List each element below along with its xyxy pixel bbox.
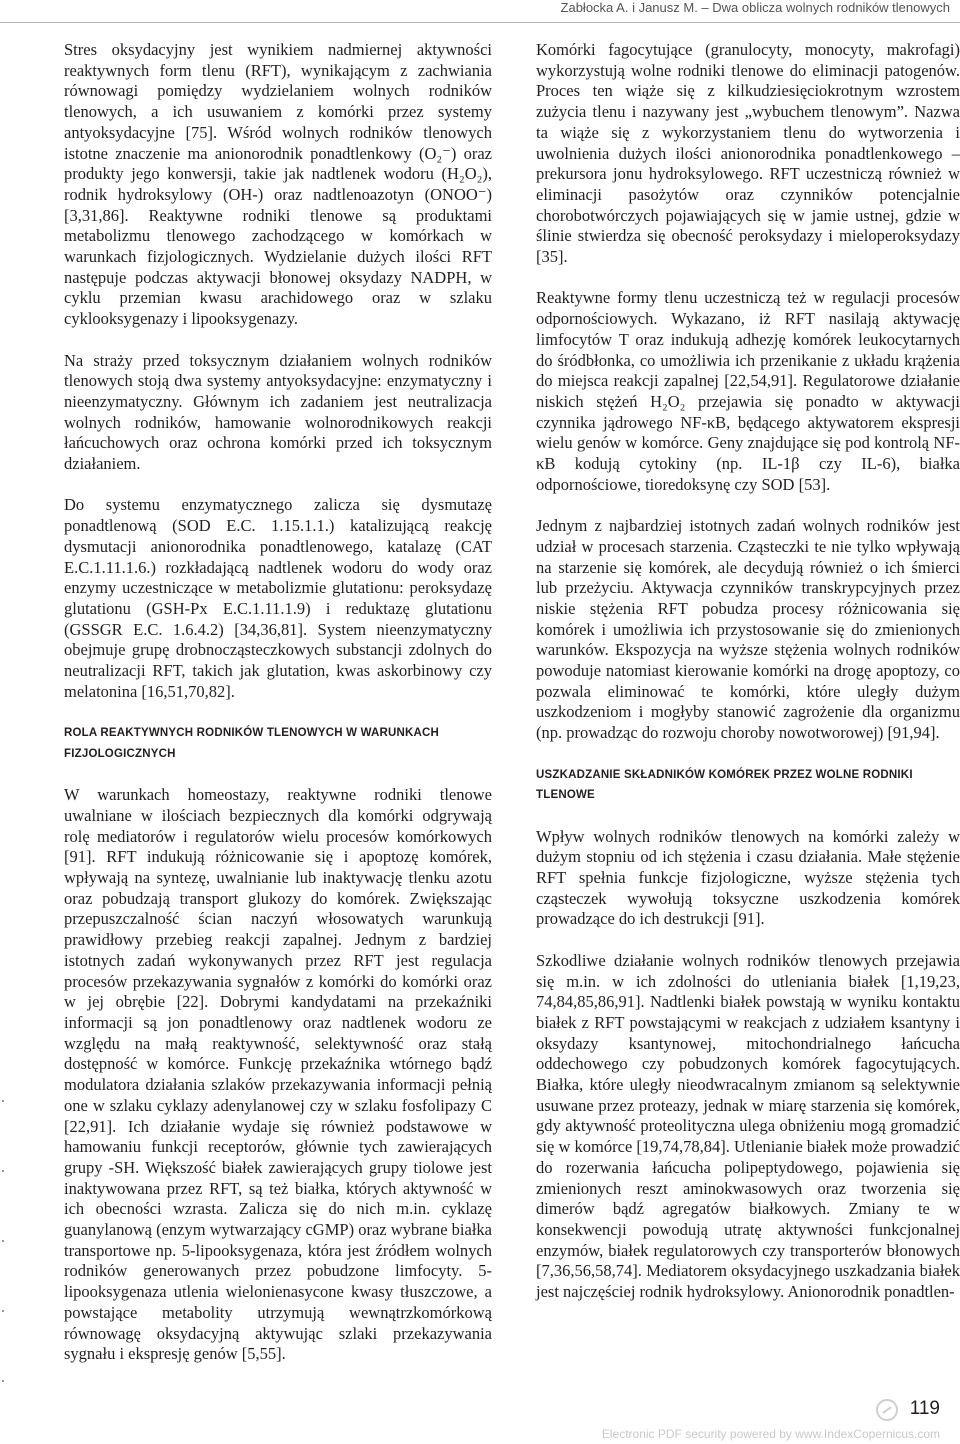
- paragraph: Stres oksydacyjny jest wynikiem nadmiernej aktywności reaktywnych form tlenu (RFT), wynikającym z zachwiania równowagi pomiędzy wydzielaniem wolnych rodników tlenowych, a ich usuwaniem z komórki przez systemy antyoksydacyjne [75]. Wśród wolnych rodników tlenowych istotne znaczenie ma anionorodnik ponadtlenkowy (O₂⁻) oraz produkty jego konwersji, takie jak nadtlenek wodoru (H₂O₂), rodnik hydroksylowy (OH-) oraz nadtlenoazotyn (ONOO⁻) [3,31,86]. Reaktywne rodniki tlenowe są produktami metabolizmu tlenowego zachodzącego w komórkach w warunkach fizjologicznych. Wydzielanie dużych ilości RFT następuje podczas aktywacji błonowej oksydazy NADPH, w cyklu przemian kwasu arachidowego oraz w szlaku cyklooksygenazy i lipooksygenazy.: [64, 40, 492, 329]
- paragraph: Wpływ wolnych rodników tlenowych na komórki zależy w dużym stopniu od ich stężenia i czasu działania. Małe stężenie RFT spełnia funkcje fizjologiczne, wyższe stężenia tych cząsteczek wywołują toksyczne uszkodzenia komórek prowadzące do ich destrukcji [91].: [536, 826, 960, 929]
- paragraph: Do systemu enzymatycznego zalicza się dysmutazę ponadtlenową (SOD E.C. 1.15.1.1.) katalizującą reakcję dysmutacji anionorodnika ponadtlenowego, katalazę (CAT E.C.1.11.1.6.) rozkładającą nadtlenek wodoru do wody oraz enzymy uczestniczące w metabolizmie glutationu: peroksydazę glutationu (GSH-Px E.C.1.11.1.9) i reduktazę glutationu (GSSGR E.C. 1.6.4.2) [34,36,81]. System nieenzymatyczny obejmuje grupę drobnocząsteczkowych substancji zdolnych do neutralizacji RFT, takich jak glutation, kwas askorbinowy czy melatonina [16,51,70,82].: [64, 495, 492, 701]
- paragraph: Jednym z najbardziej istotnych zadań wolnych rodników jest udział w procesach starzenia. Cząsteczki te nie tylko wpływają na starzenie się komórek, ale decydują również o ich śmierci lub przeżyciu. Aktywacja czynników transkrypcyjnych przez niskie stężenia RFT pobudza procesy różnicowania się komórek i umożliwia ich przystosowanie się do zmienionych warunków. Ekspozycja na wyższe stężenia wolnych rodników powoduje natomiast kierowanie komórki na drogę apoptozy, co pozwala eliminować te komórki, które uległy dużym uszkodzeniom i mogłyby stanowić zagrożenie dla organizmu (np. prowadząc do rozwoju choroby nowotworowej) [91,94].: [536, 516, 960, 743]
- security-logo-icon: [876, 1399, 898, 1421]
- header-rule: [0, 22, 960, 23]
- section-heading: USZKADZANIE SKŁADNIKÓW KOMÓREK PRZEZ WOLNE RODNIKI TLENOWE: [536, 768, 913, 802]
- right-column: [536, 40, 960, 1324]
- paragraph: W warunkach homeostazy, reaktywne rodniki tlenowe uwalniane w ilościach bezpiecznych dla komórki odgrywają rolę mediatorów i regulatorów wielu procesów komórkowych [91]. RFT indukują różnicowanie się i apoptozę komórek, wpływają na syntezę, uwalnianie lub inaktywację tlenku azotu oraz pobudzają transport glukozy do komórek. Zwiększając przepuszczalność ścian naczyń włosowatych warunkują prawidłowy przebieg reakcji zapalnej. Jednym z bardziej istotnych zadań wykonywanych przez RFT jest regulacja procesów przekazywania sygnałów z komórki do komórki oraz w jej obrębie [22]. Dobrymi kandydatami na przekaźniki informacji są jon ponadtlenowy oraz nadtlenek wodoru ze względu na małą reaktywność, selektywność oraz stałą dostępność w komórce. Funkcję przekaźnika wtórnego bądź modulatora działania szlaków przekazywania informacji pełnią one w szlaku cyklazy adenylanowej czy w szlaku fosfolipazy C [22,91]. Ich działanie wydaje się również podstawowe w hamowaniu funkcji receptorów, głównie tych zawierających grupy -SH. Większość białek zawierających grupy tiolowe jest inaktywowana przez RFT, są też białka, których aktywność w ich obecności wzrasta. Zalicza się do nich m.in. cyklazę guanylanową (enzym wytwarzający cGMP) oraz wybrane białka transportowe np. 5-lipooksygenaza, która jest źródłem wolnych rodników generowanych przez pobudzone limfocyty. 5-lipooksygenaza utlenia wielonienasycone kwasy tłuszczowe, a powstające metabolity utrzymują wewnątrzkomórkową równowagę oksydacyjną aktywując szlaki przekazywania sygnału i ekspresję genów [5,55].: [64, 785, 492, 1364]
- security-footer: Electronic PDF security powered by www.IndexCopernicus.com: [601, 1427, 940, 1441]
- running-head: Zabłocka A. i Janusz M. – Dwa oblicza wolnych rodników tlenowych: [560, 0, 950, 15]
- paragraph: Komórki fagocytujące (granulocyty, monocyty, makrofagi) wykorzystują wolne rodniki tlenowe do eliminacji patogenów. Proces ten wiąże się z kilkudziesięciokrotnym wzrostem zużycia tlenu i nazywany jest „wybuchem tlenowym”. Nazwa ta wiąże się z wykorzystaniem tlenu do wytworzenia i uwolnienia dużych ilości anionorodnika ponadtlenkowego – prekursora jonu hydroksylowego. RFT uczestniczą również w eliminacji pasożytów oraz czynników potencjalnie chorobotwórczych pojawiających się w jamie ustnej, gdzie w ślinie stwierdza się obecność peroksydazy i mieloperoksydazy [35].: [536, 40, 960, 267]
- paragraph: Na straży przed toksycznym działaniem wolnych rodników tlenowych stoją dwa systemy antyoksydacyjne: enzymatyczny i nieenzymatyczny. Głównym ich zadaniem jest neutralizacja wolnych rodników, hamowanie wolnorodnikowych reakcji łańcuchowych oraz ochrona komórki przed ich toksycznym działaniem.: [64, 350, 492, 474]
- section-heading: ROLA REAKTYWNYCH RODNIKÓW TLENOWYCH W WARUNKACH FIZJOLOGICZNYCH: [64, 727, 440, 760]
- paragraph: Reaktywne formy tlenu uczestniczą też w regulacji procesów odpornościowych. Wykazano, iż RFT nasilają aktywację limfocytów T oraz indukują adhezję komórek leukocytarnych do śródbłonka, co umożliwia ich przenikanie z układu krążenia do miejsca reakcji zapalnej [22,54,91]. Regulatorowe działanie niskich stężeń H₂O₂ przejawia się ponadto w aktywacji czynnika jądrowego NF-κB, będącego aktywatorem ekspresji wielu genów w komórce. Geny znajdujące się pod kontrolą NF-κB kodują cytokiny (np. IL-1β czy IL-6), białka odpornościowe, tioredoksynę czy SOD [53].: [536, 288, 960, 494]
- margin-marks: [2, 1100, 6, 1400]
- left-column: [64, 40, 492, 1386]
- page-number: 119: [909, 1398, 940, 1419]
- paragraph: Szkodliwe działanie wolnych rodników tlenowych przejawia się m.in. w ich zdolności do utleniania białek [1,19,23, 74,84,85,86,91]. Nadtlenki białek powstają w wyniku kontaktu białek z RFT powstającymi w reakcjach z udziałem ksantyny i oksydazy ksantynowej, mitochondrialnego łańcucha oddechowego czy pobudzonych komórek fagocytujących. Białka, które uległy nieodwracalnym zmianom są selektywnie usuwane przez proteazy, jednak w miarę starzenia się komórek, gdy aktywność proteolityczna ulega obniżeniu mogą gromadzić się w komórce [19,74,78,84]. Utlenianie białek może prowadzić do rozerwania łańcucha polipeptydowego, pojawienia się zmienionych reszt aminokwasowych oraz tworzenia się dimerów bądź agregatów białkowych. Zmiany te w konsekwencji powodują utratę aktywności funkcjonalnej enzymów, białek regulatorowych czy transporterów błonowych [7,36,56,58,74]. Mediatorem oksydacyjnego uszkadzania białek jest najczęściej rodnik hydroksylowy. Anionorodnik ponadtlen-: [536, 950, 960, 1302]
